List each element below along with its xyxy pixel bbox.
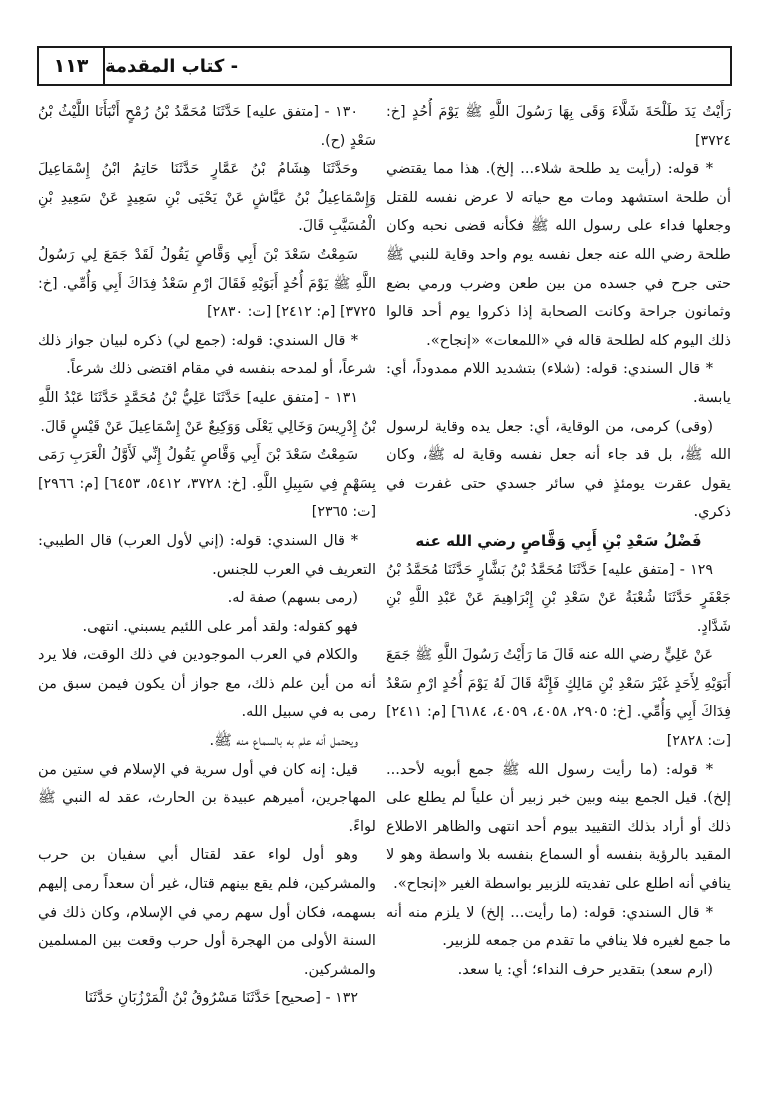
paragraph: ويحتمل أنه علم به بالسماع منه ﷺ.	[209, 732, 358, 750]
paragraph: (ارم سعد) بتقدير حرف النداء؛ أي: يا سعد.	[457, 960, 713, 978]
paragraph: * قال السندي: قوله: (جمع لي) ذكره لبيان جواز ذلك شرعاً، أو لمدحه بنفسه في مقام اقتضى ذلك شرعاً.	[38, 331, 376, 378]
running-header	[37, 46, 732, 86]
section-title: فَضْلُ سَعْدِ بْنِ أَبِي وَقَّاصٍ رضي الله عنه	[415, 531, 702, 550]
paragraph: * قال السندي: قوله: (إني لأول العرب) قال الطيبي: التعريف في العرب للجنس.	[38, 531, 376, 578]
paragraph: (رمى بسهم) صفة له.	[227, 589, 358, 607]
paragraph: وهو أول لواء عقد لقتال أبي سفيان بن حرب والمشركين، فلم يقع بينهم قتال، غير أن سعداً رمى إليهم بسهمه، فكان أول سهم رمي في الإسلام، وكان ذلك في السنة الأولى من الهجرة أول حرب وقعت بين المسلمين والمشركين.	[38, 846, 376, 978]
book-title: - كتاب المقدمة	[105, 55, 239, 77]
paragraph: ١٣٢ - [صحيح] حَدَّثَنَا مَسْرُوقُ بْنُ الْمَرْزُبَانِ حَدَّثَنَا	[84, 990, 358, 1007]
paragraph: والكلام في العرب الموجودين في ذلك الوقت، فلا يرد أنه من أين علم ذلك، مع جواز أن يكون فيمن سبق من رمى به في سبيل الله.	[38, 646, 376, 721]
paragraph: * قوله: (رأيت يد طلحة شلاء... إلخ). هذا مما يقتضي أن طلحة استشهد ومات مع حياته لا عرض نفسه للقتل وجعلها فداء على رسول الله ﷺ فكأنه قضى نحبه وكان طلحة رضي الله عنه جعل نفسه يوم واحد وقاية للنبي ﷺ حتى جرح في جسده من بين طعن وضرب ورمي بضع وثمانون جراحة وكانت الصحابة إذا ذكروا يوم أحد قالوا ذلك اليوم كله لطلحة قاله في «اللمعات» «إنجاح».	[386, 160, 731, 349]
paragraph: ١٢٩ - [متفق عليه] حَدَّثَنَا مُحَمَّدُ بْنُ بَشَّارٍ حَدَّثَنَا مُحَمَّدُ بْنُ جَعْفَرٍ حَدَّثَنَا شُعْبَةُ عَنْ سَعْدِ بْنِ إِبْرَاهِيمَ عَنْ عَبْدِ اللَّهِ بْنِ شَدَّادٍ.	[386, 561, 731, 635]
paragraph: ١٣١ - [متفق عليه] حَدَّثَنَا عَلِيُّ بْنُ مُحَمَّدٍ حَدَّثَنَا عَبْدُ اللَّهِ بْنُ إِدْرِيسَ وَخَالِي يَعْلَى وَوَكِيعٌ عَنْ إِسْمَاعِيلَ عَنْ قَيْسٍ قَالَ.	[38, 389, 376, 435]
paragraph: * قال السندي: قوله: (شلاء) بتشديد اللام ممدوداً، أي: يابسة.	[386, 360, 731, 406]
paragraph: سَمِعْتُ سَعْدَ بْنَ أَبِي وَقَّاصٍ يَقُولُ لَقَدْ جَمَعَ لِي رَسُولُ اللَّهِ ﷺ يَوْمَ أُحُدٍ أَبَوَيْهِ فَقَالَ ارْمِ سَعْدُ فِدَاكَ أَبِي وَأُمِّي. [خ: ٣٧٢٥] [م: ٢٤١٢] [ت: ٢٨٣٠]	[38, 246, 376, 321]
paragraph: (وقى) كرمى، من الوقاية، أي: جعل يده وقاية لرسول الله ﷺ، بل قد جاء أنه جعل نفسه وقاية له ﷺ، وكان يقول عقرت يومئذٍ في سائر جسدي حتى غفرت في ذكري.	[386, 417, 731, 521]
paragraph: * قوله: (ما رأيت رسول الله ﷺ جمع أبويه لأحد... إلخ). قيل الجمع بينه وبين خبر زبير أن علياً لم يطلع على ذلك أو أراد بذلك التقييد بيوم أحد انتهى والظاهر الاطلاع المقيد بالرؤية بنفسه أو السماع بنفسه بلا واسطة وهو لا ينافي أنه اطلع على تفديته للزبير بواسطة الغير «إنجاح».	[386, 760, 731, 893]
paragraph: عَنْ عَلِيٍّ رضي الله عنه قَالَ مَا رَأَيْتُ رَسُولَ اللَّهِ ﷺ جَمَعَ أَبَوَيْهِ لِأَحَدٍ غَيْرَ سَعْدِ بْنِ مَالِكٍ فَإِنَّهُ قَالَ لَهُ يَوْمَ أُحُدٍ ارْمِ سَعْدُ فِدَاكَ أَبِي وَأُمِّي. [خ: ٢٩٠٥، ٤٠٥٨، ٤٠٥٩، ٦١٨٤] [م: ٢٤١١] [ت: ٢٨٢٨]	[386, 647, 731, 750]
page-number: ١١٣	[39, 48, 105, 84]
paragraph: وحَدَّثَنَا هِشَامُ بْنُ عَمَّارٍ حَدَّثَنَا حَاتِمُ ابْنُ إِسْمَاعِيلَ وَإِسْمَاعِيلُ بْنُ عَيَّاشٍ عَنْ يَحْيَى بْنِ سَعِيدٍ عَنْ سَعِيدِ بْنِ الْمُسَيَّبِ قَالَ.	[38, 161, 376, 235]
paragraph: فهو كقوله: ولقد أمر على اللئيم يسبني. انتهى.	[82, 617, 358, 635]
paragraph: ١٣٠ - [متفق عليه] حَدَّثَنَا مُحَمَّدُ بْنُ رُمْحٍ أَنْبَأَنَا اللَّيْثُ بْنُ سَعْدٍ (ح).	[38, 104, 376, 149]
paragraph: سَمِعْتُ سَعْدَ بْنَ أَبِي وَقَّاصٍ يَقُولُ إِنِّي لَأَوَّلُ الْعَرَبِ رَمَى بِسَهْمٍ فِي سَبِيلِ اللَّهِ. [خ: ٣٧٢٨، ٥٤١٢، ٦٤٥٣] [م: ٢٩٦٦] [ت: ٢٣٦٥]	[38, 447, 376, 521]
left-column	[38, 98, 376, 1098]
paragraph: * قال السندي: قوله: (ما رأيت... إلخ) لا يلزم منه أنه ما جمع لغيره فلا ينافي ما تقدم من جمعه للزبير.	[386, 903, 731, 950]
right-column	[386, 98, 731, 1098]
paragraph: قيل: إنه كان في أول سرية في الإسلام في ستين من المهاجرين، أميرهم عبيدة بن الحارث، عقد له النبي ﷺ لواءً.	[38, 760, 376, 835]
paragraph: رَأَيْتُ يَدَ طَلْحَةَ شَلَّاءَ وَقَى بِهَا رَسُولَ اللَّهِ ﷺ يَوْمَ أُحُدٍ [خ: ٣٧٢٤]	[386, 104, 731, 149]
